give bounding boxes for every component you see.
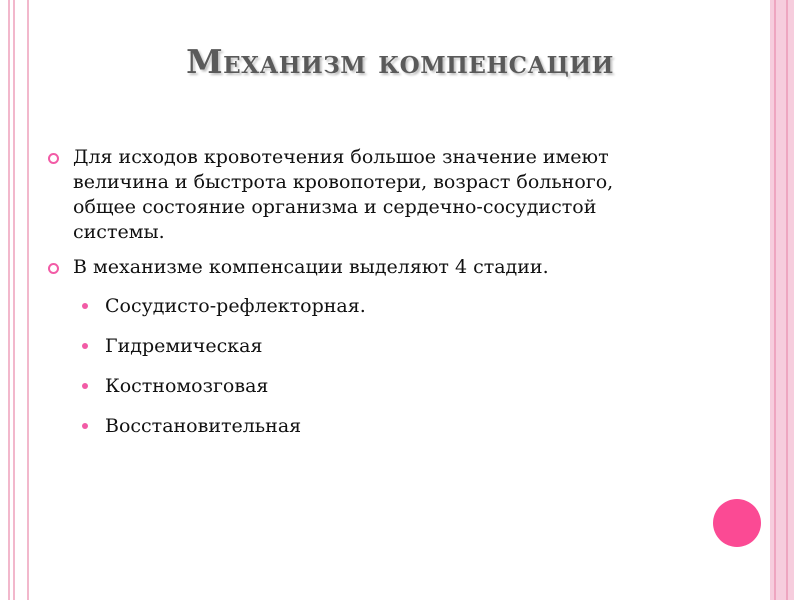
- slide-title: Механизм компенсации: [186, 42, 614, 81]
- dot-bullet-icon: [82, 383, 88, 389]
- ring-bullet-icon: [48, 153, 59, 164]
- dot-bullet-icon: [82, 343, 88, 349]
- stage-item: [48, 374, 668, 399]
- stage-item: [48, 414, 668, 439]
- dot-bullet-icon: [82, 423, 88, 429]
- stage-text: Гидремическая: [105, 335, 263, 357]
- bullet-item: [48, 145, 668, 245]
- stage-item: [48, 294, 668, 319]
- dot-bullet-icon: [82, 303, 88, 309]
- ring-bullet-icon: [48, 263, 59, 274]
- left-frame-decoration: [0, 0, 36, 600]
- stage-text: Восстановительная: [105, 415, 302, 437]
- bullet-item: [48, 255, 668, 280]
- stage-text: Костномозговая: [105, 375, 269, 397]
- stage-item: [48, 334, 668, 359]
- stage-text: Сосудисто-рефлекторная.: [105, 295, 366, 317]
- decorative-circle: [713, 499, 761, 547]
- bullet-text: Для исходов кровотечения большое значение имеют величина и быстрота кровопотери, возраст больного, общее состояние организма и сердечно-сосудистой системы.: [73, 146, 614, 243]
- bullet-text: В механизме компенсации выделяют 4 стадии.: [73, 256, 549, 278]
- slide-content: [48, 145, 668, 454]
- right-frame-decoration: [764, 0, 800, 600]
